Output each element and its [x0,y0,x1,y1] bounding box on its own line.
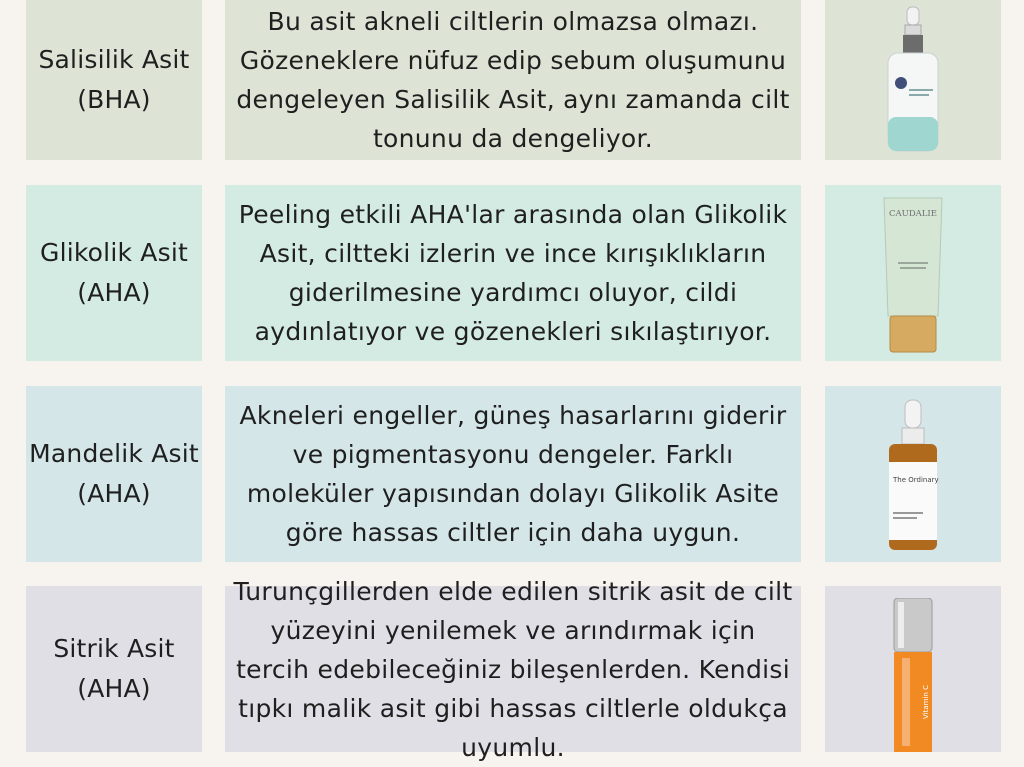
table-row [0,386,1024,562]
product-image-cell [825,586,1001,752]
acid-name: Mandelik Asit [29,439,199,468]
acid-description: Turunçgillerden elde edilen sitrik asit de cilt yüzeyini yenilemek ve arındırmak için tercih edebileceğiniz bileşenlerden. Kendisi tıpkı malik asit gibi hassas ciltlerle oldukça uyumlu. [225,586,801,752]
acid-name: Sitrik Asit [53,634,175,663]
acid-description: Bu asit akneli ciltlerin olmazsa olmazı. Gözeneklere nüfuz edip sebum oluşumunu dengeleyen Salisilik Asit, aynı zamanda cilt tonunu da dengeliyor. [225,0,801,160]
acid-type: (AHA) [77,278,151,307]
amber-dropper-bottle-icon [878,394,948,554]
acid-type: (AHA) [77,479,151,508]
acid-description: Akneleri engeller, güneş hasarlarını giderir ve pigmentasyonu dengeler. Farklı moleküler yapısından dolayı Glikolik Asite göre hassas ciltler için daha uygun. [225,386,801,562]
table-row [0,185,1024,361]
product-brand: CAUDALIE [889,209,937,219]
acid-name-cell [26,586,202,752]
acid-name: Salisilik Asit [38,45,190,74]
orange-pump-bottle-icon [878,598,948,758]
cream-tube-icon [878,192,948,354]
serum-bottle-icon [878,5,948,155]
acid-type: (BHA) [77,85,151,114]
table-row [0,0,1024,160]
acid-name: Glikolik Asit [40,238,188,267]
acid-name-cell [26,185,202,361]
product-image-cell [825,0,1001,160]
table-row [0,576,1024,762]
acid-name-cell [26,0,202,160]
product-brand: The Ordinary [893,476,939,484]
acid-type: (AHA) [77,674,151,703]
product-image-cell [825,386,1001,562]
acid-name-cell [26,386,202,562]
product-image-cell [825,185,1001,361]
product-brand: Vitamin C [922,685,930,719]
acid-description: Peeling etkili AHA'lar arasında olan Glikolik Asit, ciltteki izlerin ve ince kırışıklıkların giderilmesine yardımcı oluyor, cildi aydınlatıyor ve gözenekleri sıkılaştırıyor. [225,185,801,361]
